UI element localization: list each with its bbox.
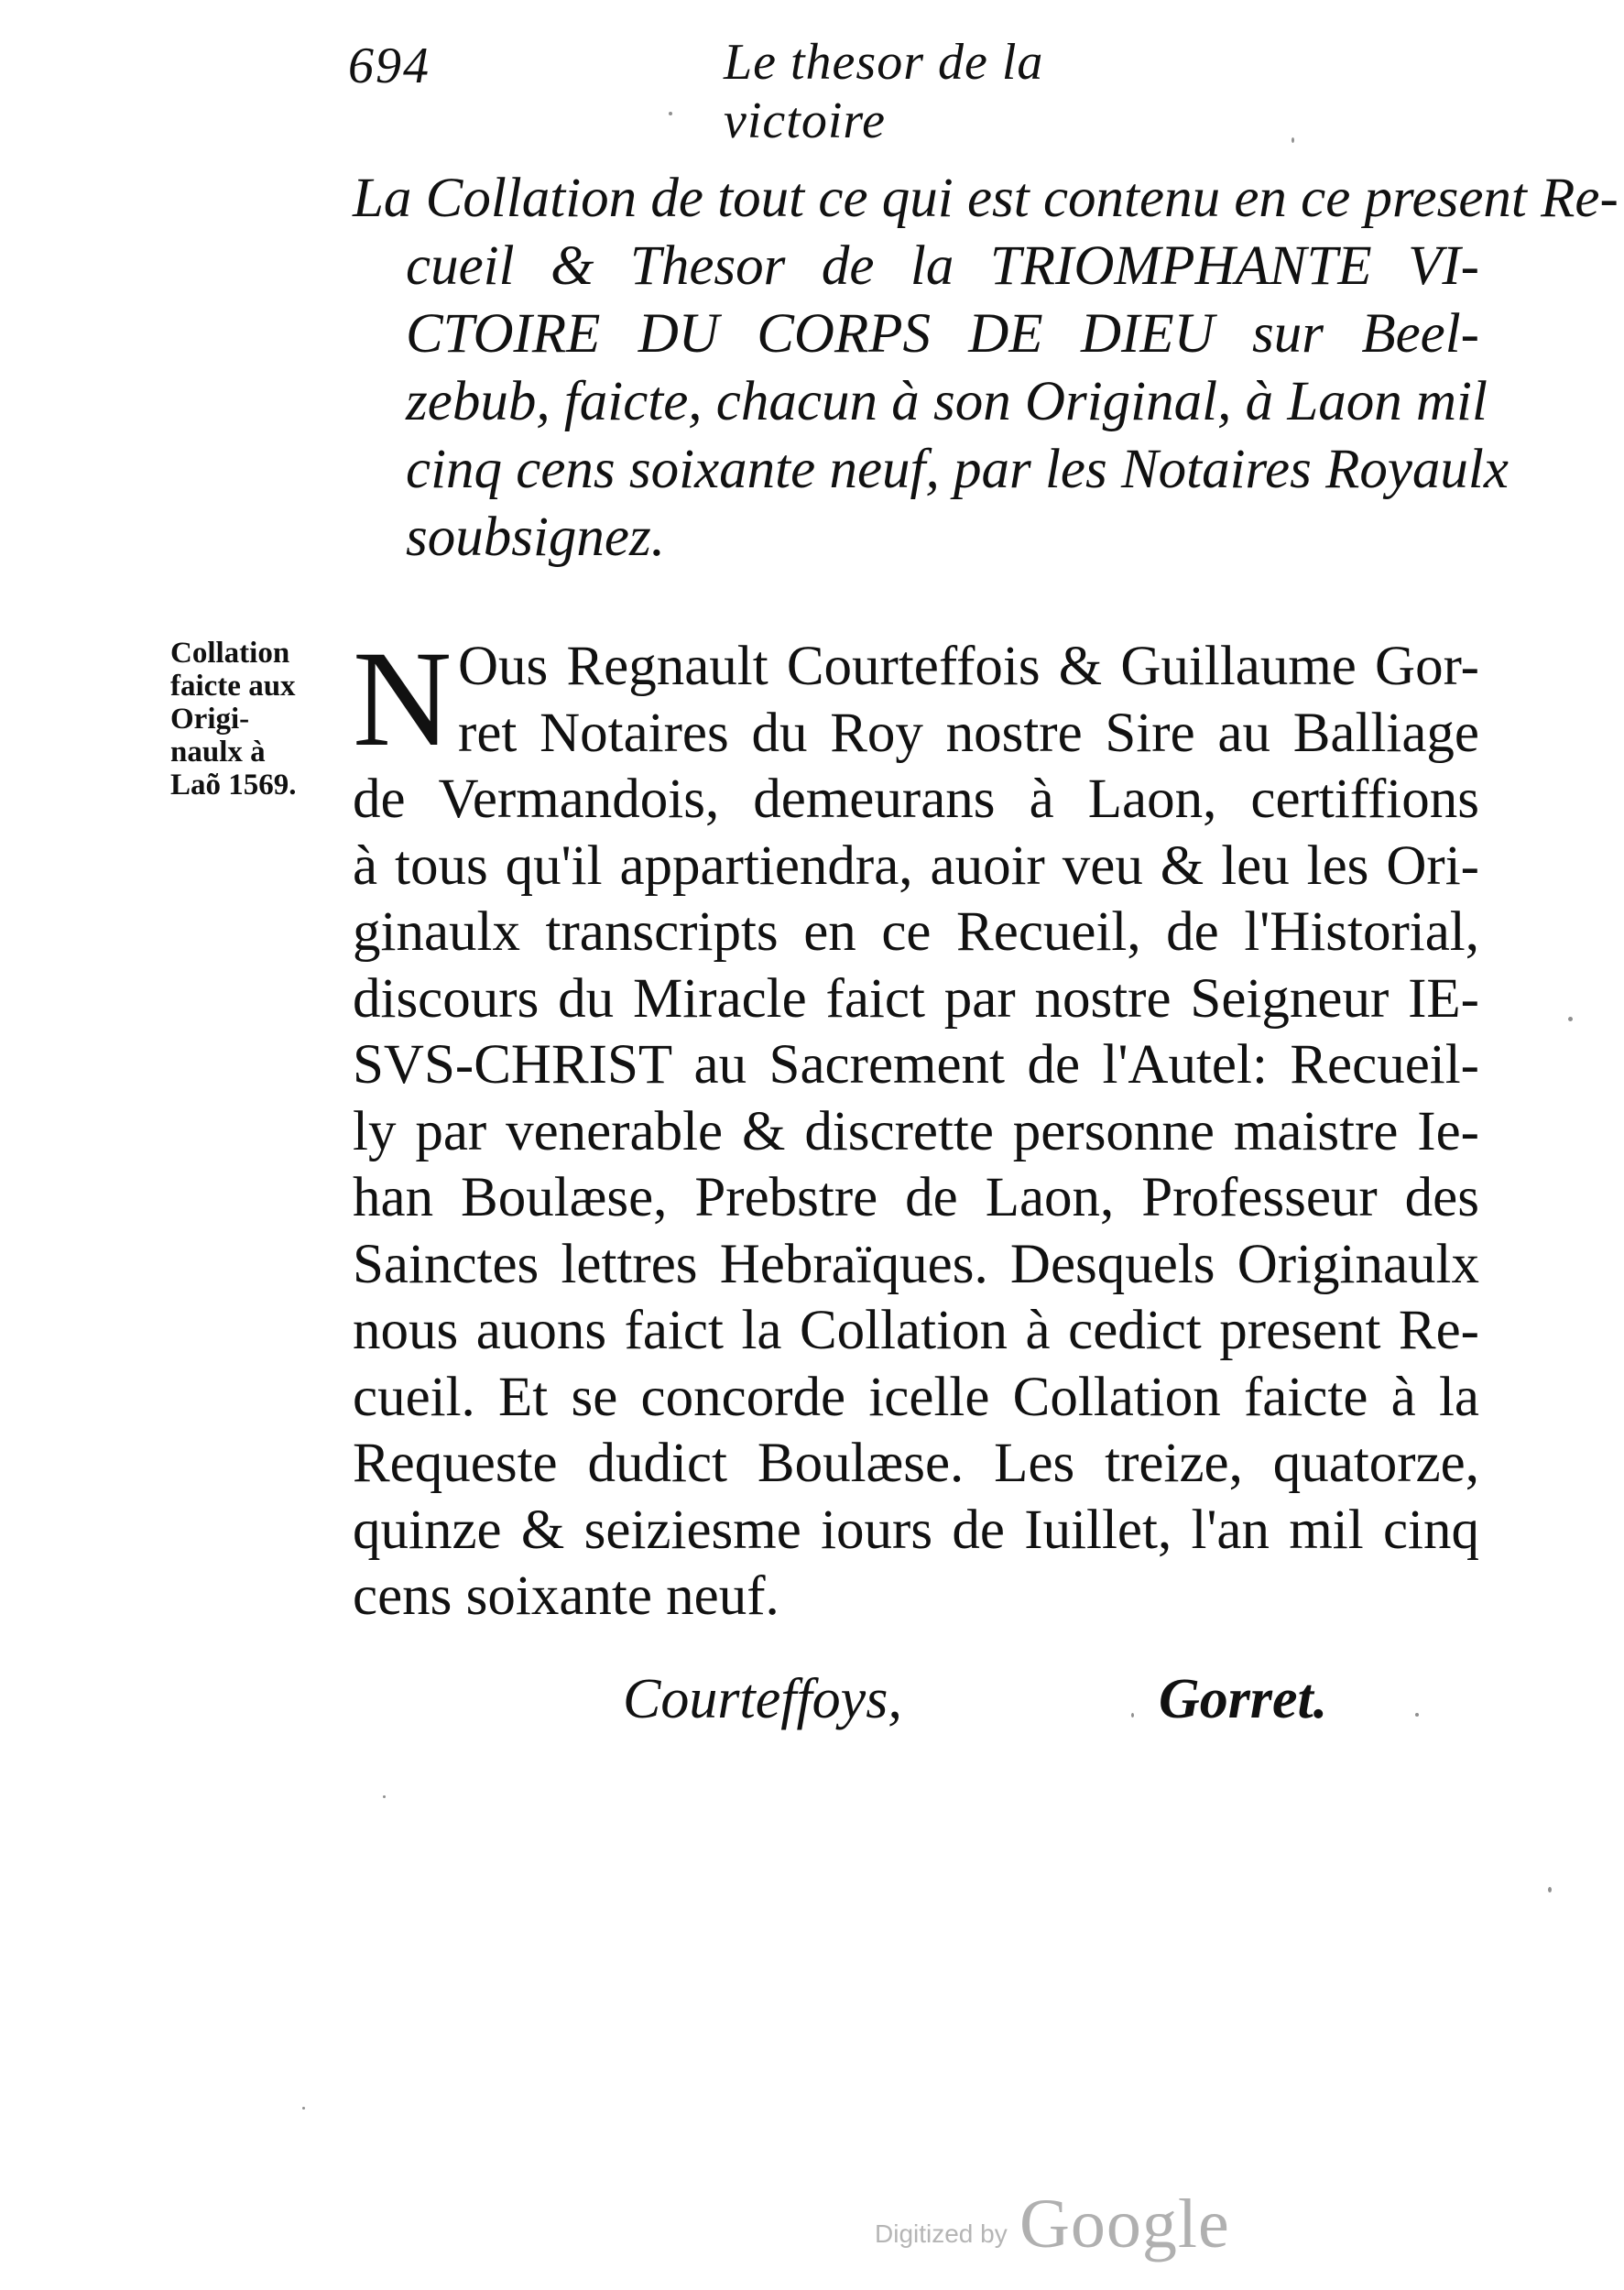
margin-note [170,637,344,802]
signature-gorret: Gorret. [1159,1668,1328,1730]
scan-speck [383,1795,386,1798]
scan-speck [1548,1887,1552,1892]
scan-speck [1292,137,1294,143]
margin-note-line: Laõ 1569. [170,769,297,802]
heading-line: CTOIRE DU CORPS DE DIEU sur Beel- [406,303,1479,365]
body-line: à tous qu'il appartiendra, auoir veu & leu les Ori- [353,834,1479,897]
margin-note-line: naulx à [170,736,266,769]
body-line: discours du Miracle faict par nostre Seigneur IE- [353,967,1479,1030]
watermark-brand: Google [1019,2186,1230,2263]
heading-line: cueil & Thesor de la TRIOMPHANTE VI- [406,235,1479,297]
heading-line: cinq cens soixante neuf, par les Notaires Royaulx [406,439,1509,500]
heading-line: zebub, faicte, chacun à son Original, à Laon mil [406,371,1488,432]
margin-note-line: Origi- [170,703,250,736]
drop-cap: N [353,623,452,775]
section-heading [353,165,1619,572]
body-line: ly par venerable & discrette personne maistre Ie- [353,1100,1479,1162]
heading-line: soubsignez. [406,507,665,568]
body-line: han Boulæse, Prebstre de Laon, Professeur des [353,1167,1479,1228]
body-line: Sainctes lettres Hebraïques. Desquels Originaulx [353,1233,1479,1295]
signature-courteffoys: Courteffoys, [623,1668,902,1730]
body-line: de Vermandois, demeurans à Laon, certiffions [353,769,1479,830]
scan-speck [669,112,672,115]
body-line: Requeste dudict Boulæse. Les treize, quatorze, [353,1433,1479,1494]
scan-speck [1415,1713,1419,1717]
scan-speck [1131,1713,1134,1718]
scan-speck [302,2107,305,2110]
body-line: SVS-CHRIST au Sacrement de l'Autel: Recueil- [353,1034,1479,1096]
scan-speck [1568,1017,1573,1021]
page-number: 694 [348,38,431,94]
body-line: ret Notaires du Roy nostre Sire au Balliage [458,702,1479,764]
watermark-prefix: Digitized by [875,2219,1008,2248]
body-line: nous auons faict la Collation à cedict present Re- [353,1300,1479,1361]
signatures [353,1667,1479,1750]
margin-note-line: Collation [170,637,290,670]
body-line: quinze & seiziesme iours de Iuillet, l'an mil cinq [353,1499,1479,1561]
body-line: Ous Regnault Courteffois & Guillaume Gor- [458,636,1479,697]
margin-note-line: faicte aux [170,670,296,703]
body-line: cueil. Et se concorde icelle Collation faicte à la [353,1366,1479,1428]
digitization-watermark [875,2185,1259,2263]
running-title: Le thesor de la victoire [724,34,1044,149]
body-line: cens soixante neuf. [353,1565,779,1627]
body-paragraph [353,634,1479,1630]
heading-line: La Collation de tout ce qui est contenu en ce present Re- [353,168,1619,229]
running-header [348,27,1209,149]
body-line: ginaulx transcripts en ce Recueil, de l'Historial, [353,901,1479,963]
